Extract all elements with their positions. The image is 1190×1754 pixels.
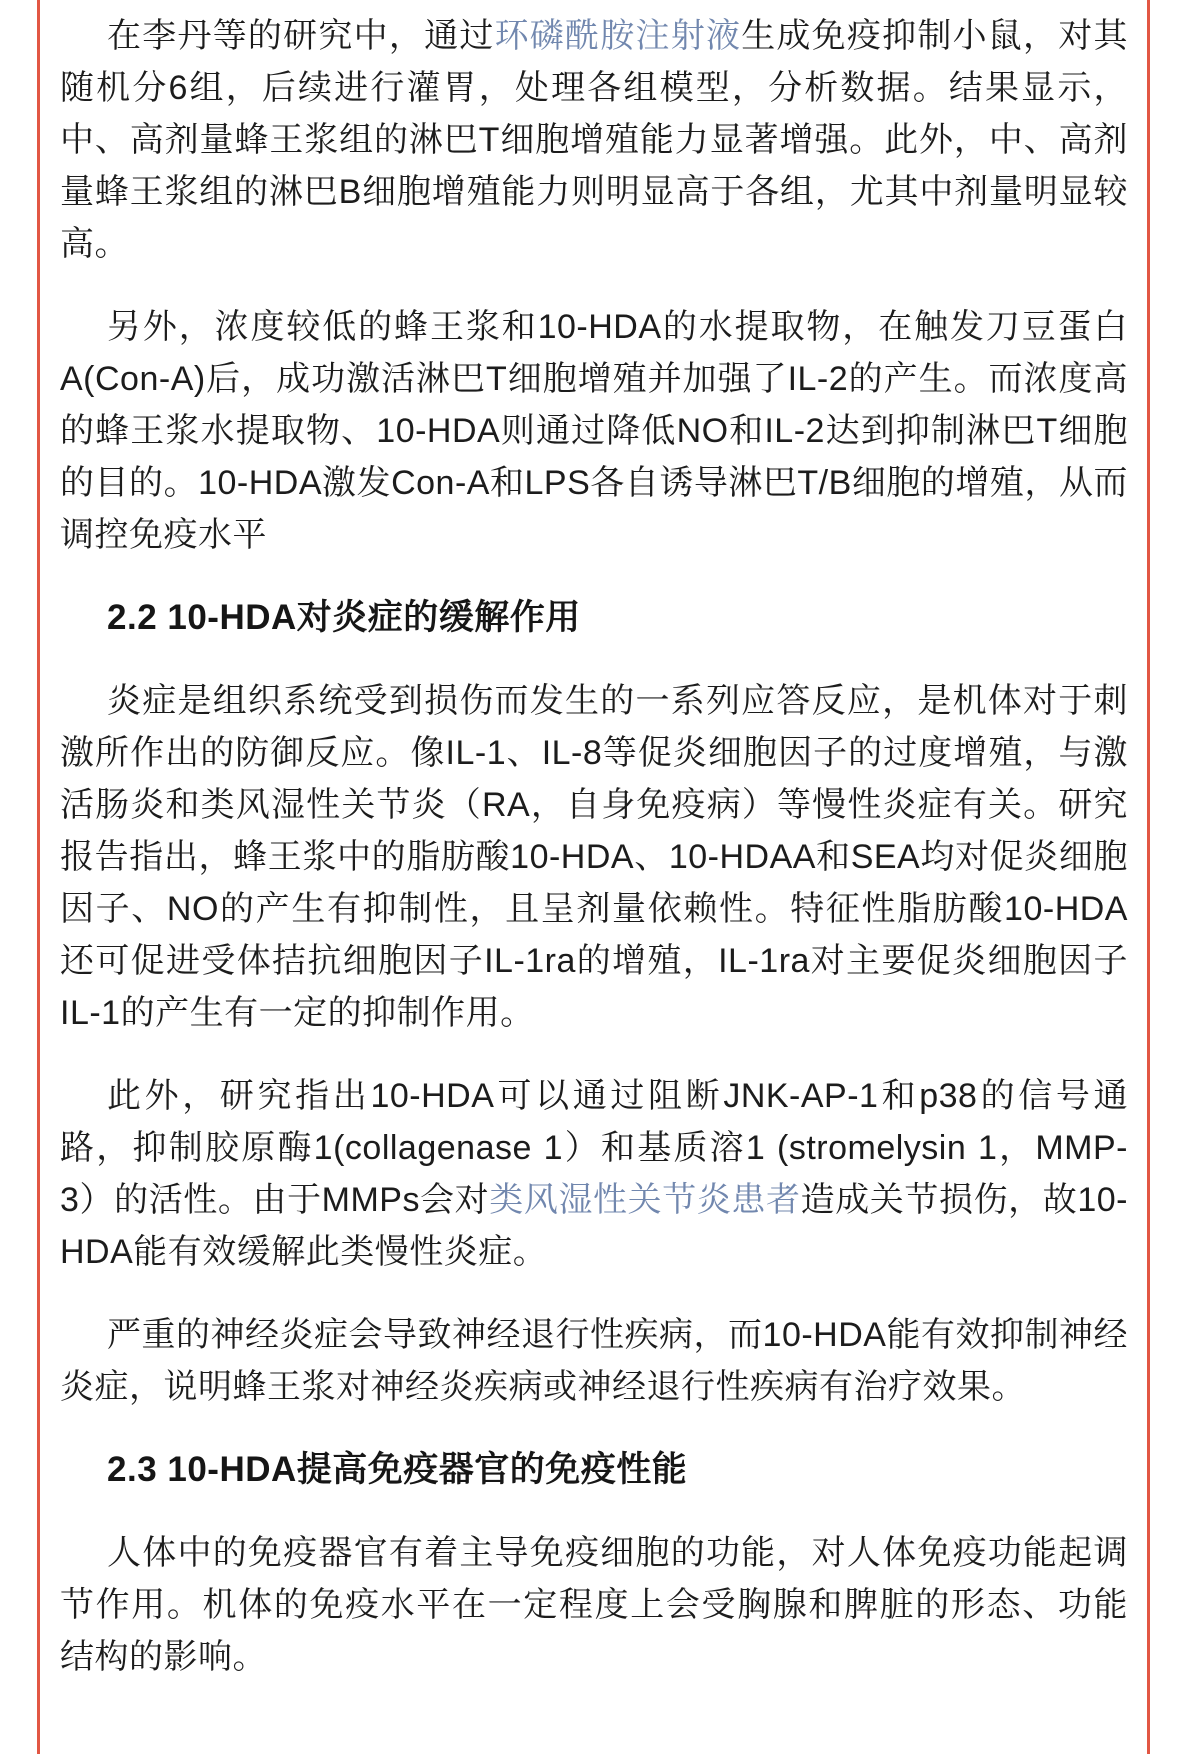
paragraph-inflammation-response: 炎症是组织系统受到损伤而发生的一系列应答反应，是机体对于刺激所作出的防御反应。像IL-1、IL-8等促炎细胞因子的过度增殖，与激活肠炎和类风湿性关节炎（RA，自身免疫病）等慢性炎症有关。研究报告指出，蜂王浆中的脂肪酸10-HDA、10-HDAA和SEA均对促炎细胞因子、NO的产生有抑制性，且呈剂量依赖性。特征性脂肪酸10-HDA还可促进受体拮抗细胞因子IL-1ra的增殖，IL-1ra对主要促炎细胞因子IL-1的产生有一定的抑制作用。: [60, 682, 1128, 1032]
link-rheumatoid-arthritis-patients[interactable]: 类风湿性关节炎患者: [489, 1181, 801, 1219]
link-cyclophosphamide-injection[interactable]: 环磷酰胺注射液: [494, 17, 742, 55]
section-heading-2-2: 2.2 10-HDA对炎症的缓解作用: [107, 598, 581, 637]
paragraph-signal-pathway: [60, 1070, 1128, 1278]
section-heading-2-3: 2.3 10-HDA提高免疫器官的免疫性能: [107, 1450, 688, 1489]
paragraph-text: 生成免疫抑制小鼠，对其随机分6组，后续进行灌胃，处理各组模型，分析数据。结果显示，中、高剂量蜂王浆组的淋巴T细胞增殖能力显著增强。此外，中、高剂量蜂王浆组的淋巴B细胞增殖能力则明显高于各组，尤其中剂量明显较高。: [60, 17, 1129, 263]
left-border-rule: [37, 0, 40, 1754]
paragraph-immunosuppressed-mice: [60, 10, 1128, 270]
paragraph-text: 在李丹等的研究中，通过: [107, 17, 495, 55]
paragraph-neuroinflammation: 严重的神经炎症会导致神经退行性疾病，而10-HDA能有效抑制神经炎症，说明蜂王浆对神经炎疾病或神经退行性疾病有治疗效果。: [60, 1316, 1128, 1406]
paragraph-text: 此外，研究指出10-HDA可以通过阻断JNK-AP-1和p38的信号通路，抑制胶原酶1(collagenase 1）和基质溶1 (stromelysin 1，MMP-3）的活性。由于MMPs会对: [60, 1077, 1128, 1219]
paragraph-immune-organs: 人体中的免疫器官有着主导免疫细胞的功能，对人体免疫功能起调节作用。机体的免疫水平在一定程度上会受胸腺和脾脏的形态、功能结构的影响。: [60, 1534, 1128, 1676]
paragraph-low-concentration-extract: 另外，浓度较低的蜂王浆和10-HDA的水提取物，在触发刀豆蛋白A(Con-A)后，成功激活淋巴T细胞增殖并加强了IL-2的产生。而浓度高的蜂王浆水提取物、10-HDA则通过降低NO和IL-2达到抑制淋巴T细胞的目的。10-HDA激发Con-A和LPS各自诱导淋巴T/B细胞的增殖，从而调控免疫水平: [60, 308, 1128, 554]
right-border-rule: [1147, 0, 1150, 1754]
paragraph-text: 造成关节损伤，故10-HDA能有效缓解此类慢性炎症。: [60, 1181, 1128, 1271]
